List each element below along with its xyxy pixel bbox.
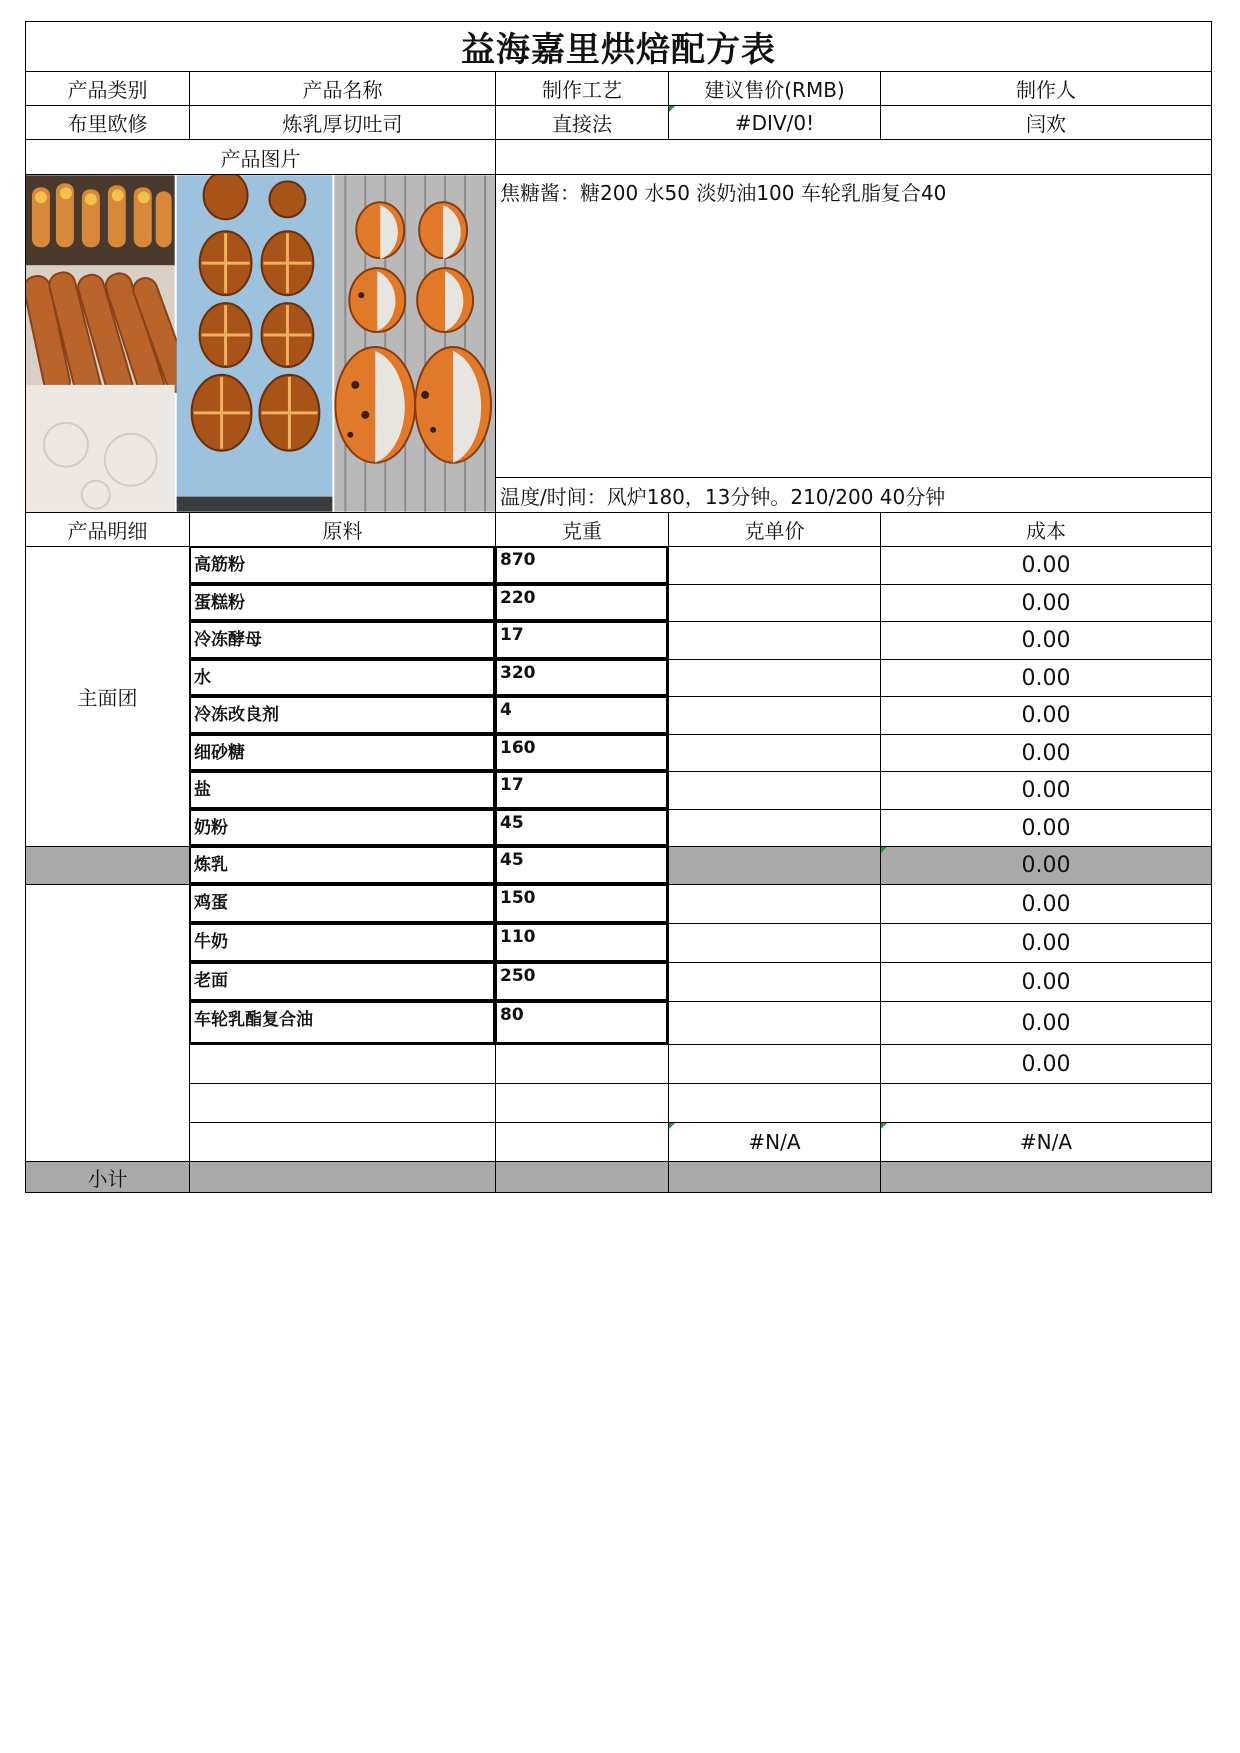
value-price[interactable] xyxy=(668,105,880,139)
ingredient-row xyxy=(25,884,1212,923)
ingredient-unit-price[interactable] xyxy=(668,1001,880,1044)
total-unit-cell[interactable] xyxy=(668,1122,880,1161)
col-cost: 成本 xyxy=(880,512,1212,546)
extra-weight-cell[interactable] xyxy=(495,1044,668,1083)
col-detail: 产品明细 xyxy=(25,512,189,546)
ingredient-row xyxy=(25,696,1212,734)
extra-cost-cell[interactable]: 0.00 xyxy=(880,1044,1212,1083)
ingredient-row xyxy=(25,659,1212,696)
subtotal-ingredient[interactable] xyxy=(189,1161,495,1193)
subtotal-unit[interactable] xyxy=(668,1161,880,1193)
ingredient-weight[interactable]: 110 xyxy=(495,923,668,962)
sheet-title: 益海嘉里烘焙配方表 xyxy=(25,21,1212,71)
ingredient-weight[interactable]: 150 xyxy=(495,884,668,923)
ingredient-weight[interactable]: 870 xyxy=(495,546,668,584)
subtotal-row xyxy=(25,1161,1212,1193)
total-cost-text: #N/A xyxy=(1019,1130,1073,1154)
total-cost-cell[interactable] xyxy=(880,1122,1212,1161)
value-product-name[interactable]: 炼乳厚切吐司 xyxy=(189,105,495,139)
photo-label: 产品图片 xyxy=(25,139,495,174)
photo-cut-loaves xyxy=(334,175,495,511)
ingredient-cost[interactable]: 0.00 xyxy=(880,809,1212,846)
ingredient-name[interactable]: 炼乳 xyxy=(189,846,495,884)
label-maker: 制作人 xyxy=(880,71,1212,105)
ingredient-row xyxy=(25,846,1212,884)
bread-photos xyxy=(26,175,495,512)
total-ingredient-cell[interactable] xyxy=(189,1122,495,1161)
subtotal-cost[interactable] xyxy=(880,1161,1212,1193)
ingredient-name[interactable]: 高筋粉 xyxy=(189,546,495,584)
value-category[interactable]: 布里欧修 xyxy=(25,105,189,139)
ingredient-weight[interactable]: 45 xyxy=(495,846,668,884)
photo-area xyxy=(25,174,495,512)
total-unit-text: #N/A xyxy=(748,1130,801,1154)
ingredient-unit-price[interactable] xyxy=(668,923,880,962)
ingredient-name[interactable]: 奶粉 xyxy=(189,809,495,846)
ingredient-row xyxy=(25,546,1212,584)
ingredient-cost[interactable]: 0.00 xyxy=(880,546,1212,584)
ingredient-weight[interactable]: 250 xyxy=(495,962,668,1001)
ingredient-name[interactable]: 牛奶 xyxy=(189,923,495,962)
header-labels-row xyxy=(25,71,1212,105)
ingredient-unit-price[interactable] xyxy=(668,734,880,771)
extra2-cost-cell[interactable] xyxy=(880,1083,1212,1122)
photo-swirl-buns xyxy=(177,175,333,512)
extra-row-2 xyxy=(25,1083,1212,1122)
ingredient-name[interactable]: 老面 xyxy=(189,962,495,1001)
extra2-weight-cell[interactable] xyxy=(495,1083,668,1122)
extra2-ingredient-cell[interactable] xyxy=(189,1083,495,1122)
ingredient-unit-price[interactable] xyxy=(668,809,880,846)
ingredient-cost[interactable]: 0.00 xyxy=(880,659,1212,696)
ingredient-cost[interactable]: 0.00 xyxy=(880,846,1212,884)
ingredient-name[interactable]: 水 xyxy=(189,659,495,696)
header-values-row xyxy=(25,105,1212,139)
ingredient-unit-price[interactable] xyxy=(668,621,880,659)
ingredient-name[interactable]: 车轮乳酯复合油 xyxy=(189,1001,495,1044)
ingredient-cost[interactable]: 0.00 xyxy=(880,734,1212,771)
ingredient-unit-price[interactable] xyxy=(668,584,880,621)
col-ingredient: 原料 xyxy=(189,512,495,546)
ingredient-row xyxy=(25,734,1212,771)
ingredient-name[interactable]: 细砂糖 xyxy=(189,734,495,771)
photo-label-blank[interactable] xyxy=(495,139,1212,174)
ingredient-name[interactable]: 冷冻酵母 xyxy=(189,621,495,659)
ingredient-unit-price[interactable] xyxy=(668,962,880,1001)
ingredient-cost[interactable]: 0.00 xyxy=(880,923,1212,962)
extra-unit-cell[interactable] xyxy=(668,1044,880,1083)
label-product-name: 产品名称 xyxy=(189,71,495,105)
photo-brioche-rolls xyxy=(26,175,193,511)
bake-note[interactable]: 温度/时间：风炉180，13分钟。210/200 40分钟 xyxy=(495,477,1212,512)
formula-flag-icon xyxy=(669,1123,675,1129)
ingredient-unit-price[interactable] xyxy=(668,659,880,696)
ingredient-unit-price[interactable] xyxy=(668,846,880,884)
photo-label-row xyxy=(25,139,1212,174)
extra-row-1 xyxy=(25,1044,1212,1083)
formula-flag-icon xyxy=(669,106,675,112)
extra-ingredient-cell[interactable] xyxy=(189,1044,495,1083)
ingredient-cost[interactable]: 0.00 xyxy=(880,621,1212,659)
ingredient-row xyxy=(25,621,1212,659)
ingredient-weight[interactable]: 17 xyxy=(495,621,668,659)
ingredient-cost[interactable]: 0.00 xyxy=(880,884,1212,923)
formula-flag-icon xyxy=(881,1123,887,1129)
ingredient-weight[interactable]: 45 xyxy=(495,809,668,846)
ingredient-row xyxy=(25,584,1212,621)
ingredient-cost[interactable]: 0.00 xyxy=(880,771,1212,809)
group-main-dough: 主面团 xyxy=(25,546,189,846)
label-category: 产品类别 xyxy=(25,71,189,105)
ingredient-cost[interactable]: 0.00 xyxy=(880,584,1212,621)
ingredient-cost[interactable]: 0.00 xyxy=(880,696,1212,734)
formula-flag-icon xyxy=(881,847,887,853)
ingredient-weight[interactable]: 160 xyxy=(495,734,668,771)
ingredient-unit-price[interactable] xyxy=(668,696,880,734)
ingredient-weight[interactable]: 17 xyxy=(495,771,668,809)
ingredient-weight[interactable]: 80 xyxy=(495,1001,668,1044)
ingredient-row xyxy=(25,923,1212,962)
extra2-unit-cell[interactable] xyxy=(668,1083,880,1122)
ingredient-unit-price[interactable] xyxy=(668,884,880,923)
label-price: 建议售价(RMB) xyxy=(668,71,880,105)
value-process[interactable]: 直接法 xyxy=(495,105,668,139)
ingredient-unit-price[interactable] xyxy=(668,771,880,809)
subtotal-label: 小计 xyxy=(25,1161,189,1193)
ingredient-name[interactable]: 鸡蛋 xyxy=(189,884,495,923)
photo-notes-row xyxy=(25,174,1212,512)
label-process: 制作工艺 xyxy=(495,71,668,105)
ingredient-name[interactable]: 蛋糕粉 xyxy=(189,584,495,621)
subtotal-weight[interactable] xyxy=(495,1161,668,1193)
ingredient-name[interactable]: 盐 xyxy=(189,771,495,809)
ingredient-row xyxy=(25,962,1212,1001)
detail-header-row xyxy=(25,512,1212,546)
ingredient-weight[interactable]: 4 xyxy=(495,696,668,734)
ingredient-weight[interactable]: 220 xyxy=(495,584,668,621)
ingredient-row xyxy=(25,1001,1212,1044)
ingredient-cost[interactable]: 0.00 xyxy=(880,962,1212,1001)
col-unit-price: 克单价 xyxy=(668,512,880,546)
ingredient-weight[interactable]: 320 xyxy=(495,659,668,696)
value-maker[interactable]: 闫欢 xyxy=(880,105,1212,139)
col-weight: 克重 xyxy=(495,512,668,546)
value-price-text: #DIV/0! xyxy=(734,110,815,135)
sauce-note[interactable]: 焦糖酱：糖200 水50 淡奶油100 车轮乳脂复合40 xyxy=(495,174,1212,477)
total-row xyxy=(25,1122,1212,1161)
ingredient-name[interactable]: 冷冻改良剂 xyxy=(189,696,495,734)
ingredient-row xyxy=(25,771,1212,809)
ingredient-unit-price[interactable] xyxy=(668,546,880,584)
bake-note-row xyxy=(25,477,1212,512)
ingredient-cost[interactable]: 0.00 xyxy=(880,1001,1212,1044)
total-weight-cell[interactable] xyxy=(495,1122,668,1161)
ingredient-row xyxy=(25,809,1212,846)
